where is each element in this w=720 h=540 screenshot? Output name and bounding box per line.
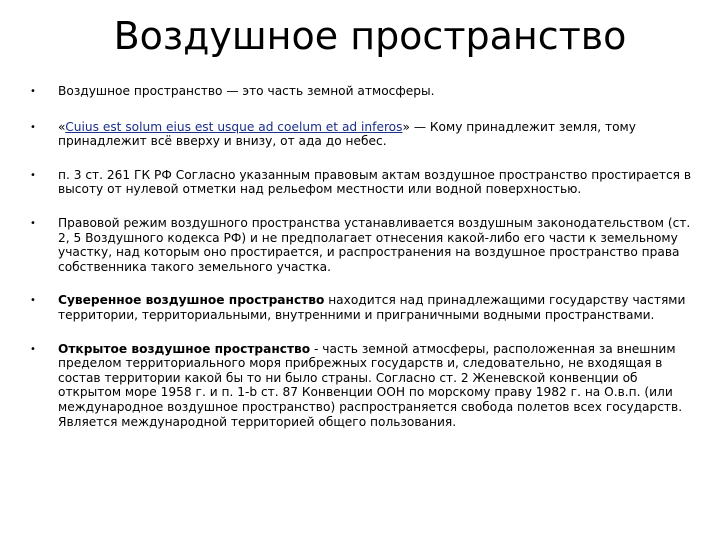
bullet-list <box>24 84 704 447</box>
bullet-item <box>24 342 704 430</box>
bullet-item <box>24 168 704 197</box>
bullet-icon: • <box>30 295 36 307</box>
bullet-text: - часть земной атмосферы, расположенная за внешним пределом территориального моря прибрежных государств и, следовательно, не входящая в состав территории какой бы то ни было страны. Согласно ст. 2 Женевской конвенции об открытом море 1958 г. и п. 1-b ст. 87 Конвенции ООН по морскому праву 1982 г. на О.в.п. (или международное воздушное пространство) распространяется свобода полетов всех государств. Является международной территорией общего пользования. <box>58 341 683 429</box>
latin-maxim-link[interactable]: Cuius est solum eius est usque ad coelum et ad inferos <box>65 119 403 134</box>
bullet-text: находится над принадлежащими государству частями территории, территориальными, внутренними и приграничными водными пространствами. <box>58 293 686 322</box>
bullet-text: Воздушное пространство — это часть земной атмосферы. <box>58 84 435 98</box>
bullet-item <box>24 293 704 322</box>
bullet-text: Правовой режим воздушного пространства устанавливается воздушным законодательством (ст. 2, 5 Воздушного кодекса РФ) и не предполагает отнесения какой-либо его части к земельному участку, над которым оно простирается, и распространения на воздушное пространство права собственника такого земельного участка. <box>58 215 691 274</box>
bullet-icon: • <box>30 343 36 355</box>
bullet-text: » — Кому принадлежит земля, тому принадлежит всё вверху и внизу, от ада до небес. <box>58 119 636 149</box>
bullet-bold-term: Открытое воздушное пространство <box>58 341 311 356</box>
bullet-prefix: « <box>58 119 66 134</box>
bullet-item <box>24 84 704 99</box>
bullet-icon: • <box>30 86 36 97</box>
bullet-icon: • <box>30 169 36 181</box>
bullet-icon: • <box>30 121 36 133</box>
bullet-item <box>24 120 704 149</box>
bullet-icon: • <box>30 217 36 229</box>
bullet-text: п. 3 ст. 261 ГК РФ Согласно указанным правовым актам воздушное пространство простирается в высоту от нулевой отметки над рельефом местности или водной поверхностью. <box>58 167 692 197</box>
bullet-bold-term: Суверенное воздушное пространство <box>58 293 325 308</box>
slide-title: Воздушное пространство <box>113 14 627 58</box>
bullet-item <box>24 216 704 274</box>
